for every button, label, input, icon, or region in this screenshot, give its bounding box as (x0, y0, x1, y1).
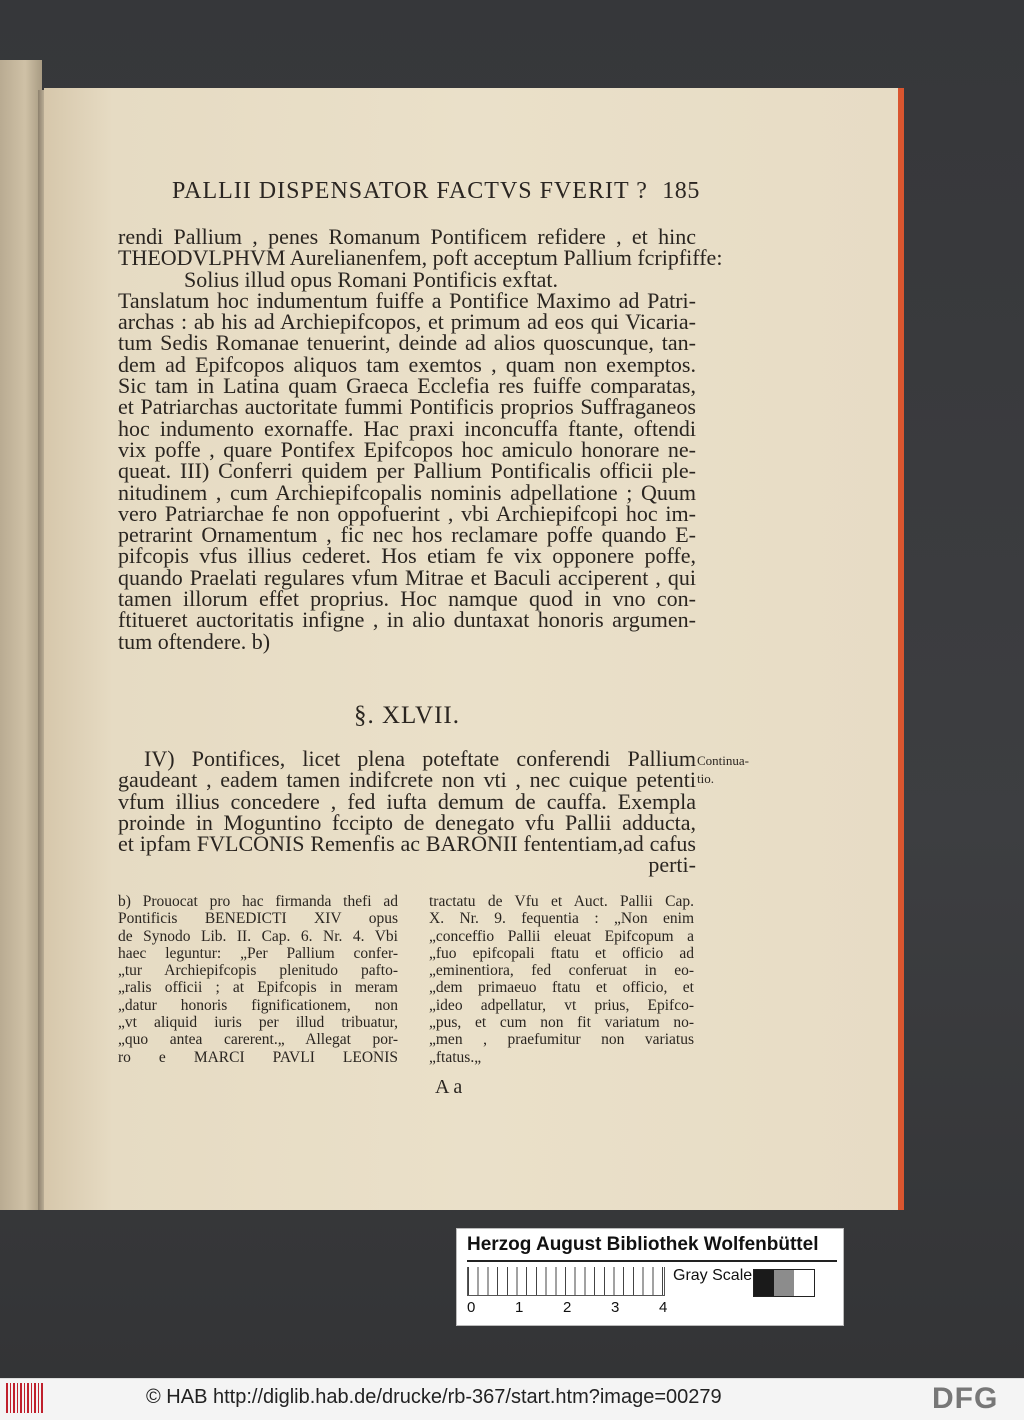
text-line: tum Sedis Romanae tenuerint, deinde ad alios quoscunque, tan- (118, 330, 696, 356)
footnote-line: „fuo epifcopali ftatu et officio ad (429, 944, 694, 962)
section-text (118, 748, 696, 876)
page-number: 185 (662, 178, 700, 204)
text-line: queat. III) Conferri quidem per Pallium Pontificalis officii ple- (118, 458, 696, 484)
footnote-line: „dem primaeuo ftatu et officio, et (429, 979, 694, 997)
footnote-line: tractatu de Vfu et Auct. Pallii Cap. (429, 893, 694, 910)
running-header (172, 178, 700, 212)
footnote-line: „ftatus.„ (429, 1048, 482, 1066)
text-line: archas : ab his ad Archiepifcopos, et primum ad eos qui Vicaria- (118, 309, 696, 335)
gray-scale-label: Gray Scale (673, 1267, 753, 1284)
ruler-label: 3 (611, 1299, 620, 1316)
footnote-left-column (118, 893, 398, 1066)
facing-page-edge (0, 60, 42, 1210)
text-line: nitudinem , cum Archiepifcopalis nominis adpellatione ; Quum (118, 479, 696, 505)
footnote-line: haec leguntur: „Per Pallium confer- (118, 944, 398, 962)
color-target-card (456, 1228, 844, 1326)
footnote-line: „eminentiora, fed conferuat in eo- (429, 962, 694, 980)
footnote-line: ro e MARCI PAVLI LEONIS (118, 1048, 398, 1066)
footnote-line: „quo antea carerent.„ Allegat por- (118, 1031, 398, 1049)
text-line: Solius illud opus Romani Pontificis exftat. (184, 266, 558, 292)
margin-note-line: tio. (697, 771, 714, 786)
text-line: vix poffe , quare Pontifex Epifcopos hoc amiculo honorare ne- (118, 436, 696, 462)
text-line: Sic tam in Latina quam Graeca Ecclefia res fuiffe comparatas, (118, 373, 696, 399)
ruler-labels (465, 1299, 668, 1319)
text-line: ftitueret auctoritatis infigne , in alio duntaxat honoris argumen- (118, 607, 696, 633)
text-line: tamen illorum effet proprius. Hoc namque quod in vno con- (118, 586, 696, 612)
gray-patch-black (754, 1270, 774, 1296)
text-line: gaudeant , eadem tamen indifcrete non vti , nec cuique petenti (118, 767, 696, 793)
footnote-line: de Synodo Lib. II. Cap. 6. Nr. 4. Vbi (118, 927, 398, 945)
text-line: dem ad Epifcopos aliquos tam exemtos , quam non exemptos. (118, 351, 696, 377)
ruler-label: 0 (467, 1299, 476, 1316)
main-text (118, 224, 723, 654)
ruler-label: 4 (659, 1299, 668, 1316)
dfg-logo: DFG (932, 1382, 999, 1415)
footnote-line: b) Prouocat pro hac firmanda thefi ad (118, 893, 398, 910)
text-line: hoc indumento exornaffe. Hac praxi inconcuffa ftante, oftendi (118, 415, 696, 441)
footnote-line: „ideo adpellatur, vt prius, Epifco- (429, 996, 694, 1014)
text-line: Tanslatum hoc indumentum fuiffe a Pontifice Maximo ad Patri- (118, 287, 696, 313)
text-line: tum oftendere. b) (118, 628, 271, 654)
signature-mark: A a (435, 1076, 463, 1098)
footnote-line: „conceffio Pallii eleuat Epifcopum a (429, 927, 694, 945)
footnote-line: X. Nr. 9. fequentia : „Non enim (429, 910, 694, 928)
footnote-right-column (429, 893, 694, 1066)
library-name: Herzog August Bibliothek Wolfenbüttel (467, 1234, 837, 1262)
text-line: pifcopis vfus illius cederet. Hos etiam fe vix opponere poffe, (118, 543, 696, 569)
text-line: IV) Pontifices, licet plena poteftate conferendi Pallium (144, 746, 696, 771)
text-line: rendi Pallium , penes Romanum Pontificem refidere , et hinc (118, 224, 696, 249)
gray-patch-white (794, 1270, 814, 1296)
scale-ruler (467, 1267, 665, 1296)
footnote-line: „pus, et cum non fit variatum no- (429, 1014, 694, 1032)
text-line: et Patriarchas auctoritate fummi Pontificis proprios Suffraganeos (118, 394, 696, 420)
footnote-line: „datur honoris fignificationem, non (118, 996, 398, 1014)
text-line: proinde in Moguntino fccipto de denegato vfu Pallii adducta, (118, 809, 696, 835)
margin-note (697, 752, 749, 788)
gray-patch-mid (774, 1270, 794, 1296)
section-heading: §. XLVII. (354, 702, 460, 729)
hab-logo-icon (6, 1383, 44, 1413)
margin-note-line: Continua- (697, 753, 749, 768)
text-line: quando Praelati regulares vfum Mitrae et Baculi acciperent , qui (118, 564, 696, 590)
footnote-line: Pontificis BENEDICTI XIV opus (118, 910, 398, 928)
footnote-line: „men , praefumitur non variatus (429, 1031, 694, 1049)
page-red-edge (898, 88, 904, 1210)
running-title: PALLII DISPENSATOR FACTVS FVERIT ? (172, 178, 648, 204)
footnote-line: „vt aliquid iuris per illud tribuatur, (118, 1014, 398, 1032)
ruler-label: 2 (563, 1299, 572, 1316)
text-line: THEODVLPHVM Aurelianenfem, poft acceptum Pallium fcripfiffe: (118, 245, 723, 271)
copyright-url[interactable]: © HAB http://diglib.hab.de/drucke/rb-367/start.htm?image=00279 (146, 1386, 722, 1408)
catchword-line: perti- (648, 852, 696, 878)
text-line: petrarint Ornamentum , fic nec hos reclamare poffe quando E- (118, 522, 696, 548)
text-line: et ipfam FVLCONIS Remenfis ac BARONII fententiam,ad cafus (118, 831, 696, 857)
ruler-label: 1 (515, 1299, 524, 1316)
gray-scale-swatch (753, 1269, 815, 1297)
text-line: vero Patriarchae fe non oppofuerint , vbi Archiepifcopi hoc im- (118, 500, 696, 526)
footnote-line: „ralis officii ; at Epifcopis in meram (118, 979, 398, 997)
footnote-line: „tur Archiepifcopis plenitudo pafto- (118, 962, 398, 980)
text-line: vfum illius concedere , fed iufta demum de cauffa. Exempla (118, 788, 696, 814)
